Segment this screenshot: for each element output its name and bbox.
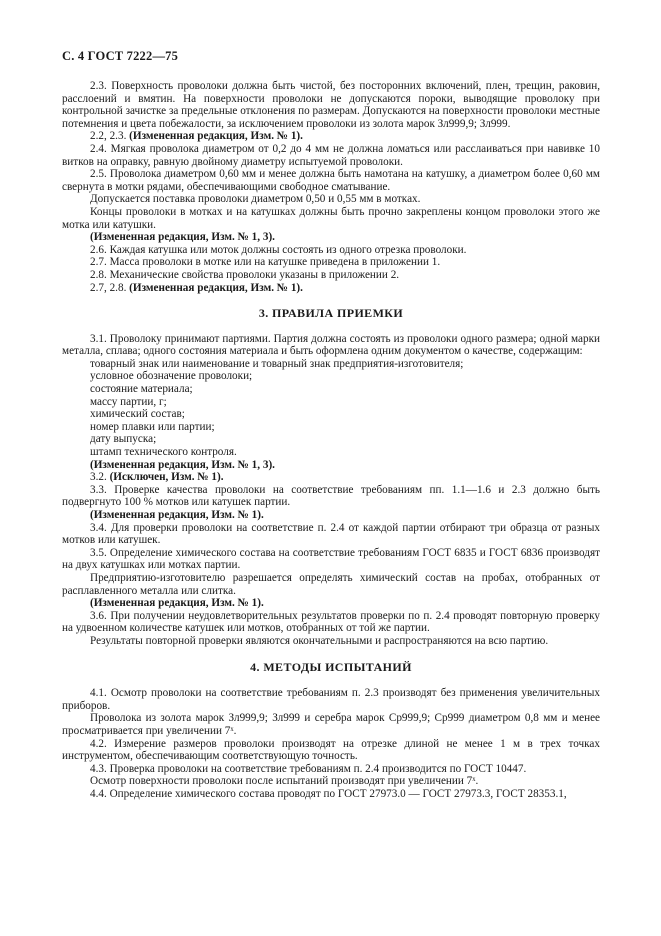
amendment-note: (Измененная редакция, Изм. № 1, 3). xyxy=(90,231,275,244)
paragraph-text: Результаты повторной проверки являются окончательными и распространяются на всю партию. xyxy=(90,634,549,647)
paragraph-2-8: 2.8. Механические свойства проволоки указаны в приложении 2. xyxy=(90,268,400,281)
paragraph-2-4: 2.4. Мягкая проволока диаметром от 0,2 до 4 мм не должна ломаться или расслаиваться при навивке 10 витков на оправку, равную двойному диаметру испытуемой проволоки. xyxy=(62,142,600,168)
paragraph-2-3: 2.3. Поверхность проволоки должна быть чистой, без посторонних включений, плен, трещин, раковин, расслоений и вмятин. На поверхности проволоки не допускаются пороки, выводящие проволоку при контрольной зачистке за предельные отклонения по размерам. Допускаются на поверхности проволоки местные потемнения и цвета побежалости, за исключением проволоки из золота марок Зл999,9; Зл999. xyxy=(62,80,600,130)
list-item: условное обозначение проволоки; xyxy=(90,370,253,383)
list-item: номер плавки или партии; xyxy=(90,420,215,433)
paragraph-text: Концы проволоки в мотках и на катушках должны быть прочно закреплены концом проволоки этого же мотка или катушки. xyxy=(62,205,600,231)
paragraph-4-3: 4.3. Проверка проволоки на соответствие требованиям п. 2.4 производится по ГОСТ 10447. xyxy=(90,762,527,775)
list-item: химический состав; xyxy=(90,408,185,421)
list-item: массу партии, г; xyxy=(90,395,167,408)
paragraph-3-3: 3.3. Проверке качества проволоки на соответствие требованиям пп. 1.1—1.6 и 2.3 должно быть подвергнуто 100 % мотков или катушек партии. xyxy=(62,483,600,509)
list-item: состояние материала; xyxy=(90,383,193,396)
amendment-ref: 2.7, 2.8. xyxy=(90,281,130,294)
amendment-label: (Измененная редакция, Изм. № 1). xyxy=(129,130,303,143)
paragraph-text: Предприятию-изготовителю разрешается определять химический состав на пробах, отобранных от расплавленного металла или слитка. xyxy=(62,571,600,597)
paragraph-text: Допускается поставка проволоки диаметром 0,50 и 0,55 мм в мотках. xyxy=(90,193,421,206)
paragraph-ref: 3.2. xyxy=(90,471,110,484)
paragraph-3-6: 3.6. При получении неудовлетворительных результатов проверки по п. 2.4 проводят повторную проверку на удвоенном количестве катушек или мотков, отобранных от той же партии. xyxy=(62,609,600,635)
paragraph-4-2: 4.2. Измерение размеров проволоки производят на отрезке длиной не менее 1 м в трех точках инструментом, обеспечивающим соответствующую точность. xyxy=(62,737,600,763)
paragraph-2-7: 2.7. Масса проволоки в мотке или на катушке приведена в приложении 1. xyxy=(90,256,441,269)
list-item: штамп технического контроля. xyxy=(90,446,237,459)
amendment-note: (Измененная редакция, Изм. № 1). xyxy=(90,597,264,610)
amendment-note: (Измененная редакция, Изм. № 1). xyxy=(90,509,264,521)
document-body xyxy=(62,80,600,800)
amendment-note xyxy=(62,130,600,143)
paragraph-4-1: 4.1. Осмотр проволоки на соответствие требованиям п. 2.3 производят без применения увеличительных приборов. xyxy=(62,687,600,712)
paragraph-4-4: 4.4. Определение химического состава проводят по ГОСТ 27973.0 — ГОСТ 27973.3, ГОСТ 28353.1, xyxy=(90,787,567,800)
paragraph-3-2 xyxy=(62,471,600,484)
paragraph-3-4: 3.4. Для проверки проволоки на соответствие п. 2.4 от каждой партии отбирают три образца от разных мотков или катушек. xyxy=(62,521,600,547)
list-item: дату выпуска; xyxy=(90,433,157,446)
paragraph-2-6: 2.6. Каждая катушка или моток должны состоять из одного отрезка проволоки. xyxy=(90,243,467,256)
paragraph-2-5: 2.5. Проволока диаметром 0,60 мм и менее должна быть намотана на катушку, а диаметром более 0,60 мм свернута в мотки рядами, обеспечивающими свободное сматывание. xyxy=(62,168,600,193)
page-header: С. 4 ГОСТ 7222—75 xyxy=(62,49,179,63)
paragraph-text: Проволока из золота марок Зл999,9; Зл999 и серебра марок Ср999,9; Ср999 диаметром 0,8 мм и менее просматривается при увеличении 7ˣ. xyxy=(62,712,600,737)
excluded-label: (Исключен, Изм. № 1). xyxy=(109,471,224,484)
paragraph-text: Осмотр поверхности проволоки после испытаний производят при увеличении 7ˣ. xyxy=(90,775,479,788)
amendment-note xyxy=(62,282,600,295)
paragraph-3-1: 3.1. Проволоку принимают партиями. Партия должна состоять из проволоки одного размера; одной марки металла, сплава; одного состояния материала и быть оформлена одним документом о качестве, содержащим: xyxy=(62,332,600,358)
paragraph-3-5: 3.5. Определение химического состава на соответствие требованиям ГОСТ 6835 и ГОСТ 6836 производят на двух катушках или мотках партии. xyxy=(62,546,600,572)
amendment-ref: 2.2, 2.3. xyxy=(90,130,130,143)
amendment-label: (Измененная редакция, Изм. № 1). xyxy=(129,281,303,294)
amendment-note: (Измененная редакция, Изм. № 1, 3). xyxy=(90,458,275,471)
list-item: товарный знак или наименование и товарный знак предприятия-изготовителя; xyxy=(90,357,464,370)
section-heading-3: 3. ПРАВИЛА ПРИЕМКИ xyxy=(258,306,404,321)
section-heading-4: 4. МЕТОДЫ ИСПЫТАНИЙ xyxy=(250,659,412,674)
